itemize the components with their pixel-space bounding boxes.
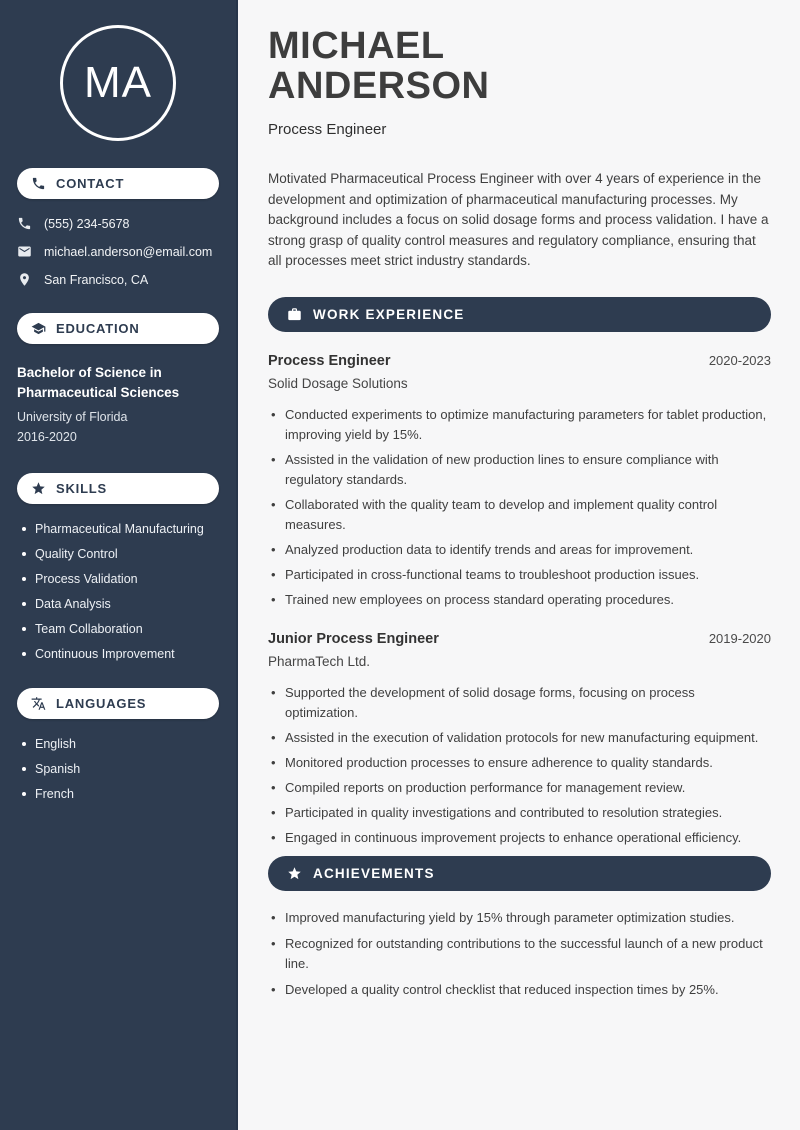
job-bullet: • Conducted experiments to optimize manufacturing parameters for tablet production, improving yield by 15%. [268, 405, 771, 445]
star-icon [31, 481, 46, 496]
person-name [268, 26, 771, 106]
job-dates: 2019-2020 [708, 630, 771, 646]
education-years: 2016-2020 [17, 430, 77, 444]
skills-list [22, 522, 219, 662]
education-section-header [17, 313, 219, 344]
languages-section-header [17, 688, 219, 719]
languages-list [22, 737, 219, 802]
skills-header-label: SKILLS [56, 481, 108, 496]
job-bullet: • Trained new employees on process standard operating procedures. [268, 590, 771, 610]
job-bullet: • Compiled reports on production performance for management review. [268, 778, 771, 798]
job-bullet: • Participated in quality investigations and contributed to resolution strategies. [268, 803, 771, 823]
education-header-label: EDUCATION [56, 321, 140, 336]
skills-section [0, 473, 236, 662]
name-line-2: ANDERSON [268, 65, 490, 107]
achievements-section-header [268, 856, 771, 891]
translate-icon [31, 696, 46, 711]
avatar [60, 25, 176, 141]
location-icon [17, 272, 32, 287]
work-experience-header-label: WORK EXPERIENCE [313, 306, 465, 322]
email-icon [17, 244, 32, 259]
job-bullet: • Assisted in the execution of validation protocols for new manufacturing equipment. [268, 728, 771, 748]
achievements-list [268, 908, 771, 1000]
star-icon [287, 866, 302, 881]
avatar-initials: MA [84, 58, 152, 107]
email-value: michael.anderson@email.com [44, 244, 213, 259]
language-item: Spanish [22, 762, 219, 777]
contact-item-phone [17, 216, 219, 231]
job-bullet: • Engaged in continuous improvement projects to enhance operational efficiency. [268, 828, 771, 848]
education-section [0, 313, 236, 447]
contact-section-header [17, 168, 219, 199]
contact-header-label: CONTACT [56, 176, 125, 191]
job-bullet: • Collaborated with the quality team to develop and implement quality control measures. [268, 495, 771, 535]
job-company: Solid Dosage Solutions [268, 375, 408, 391]
skill-item: Continuous Improvement [22, 647, 219, 662]
job-entry [268, 631, 771, 848]
achievement-item: • Developed a quality control checklist that reduced inspection times by 25%. [268, 980, 771, 1000]
contact-section [0, 168, 236, 287]
job-bullet-list [268, 683, 771, 848]
location-value: San Francisco, CA [44, 272, 149, 287]
skill-item: Quality Control [22, 547, 219, 562]
job-header-row [268, 631, 771, 647]
job-bullet: • Analyzed production data to identify trends and areas for improvement. [268, 540, 771, 560]
achievement-item: • Improved manufacturing yield by 15% through parameter optimization studies. [268, 908, 771, 928]
skill-item: Data Analysis [22, 597, 219, 612]
degree-name: Bachelor of Science in Pharmaceutical Sciences [17, 365, 180, 400]
achievements-header-label: ACHIEVEMENTS [313, 865, 435, 881]
contact-item-location [17, 272, 219, 287]
job-bullet: • Supported the development of solid dosage forms, focusing on process optimization. [268, 683, 771, 723]
job-entry [268, 353, 771, 610]
languages-section [0, 688, 236, 802]
skill-item: Process Validation [22, 572, 219, 587]
job-title: Junior Process Engineer [268, 630, 439, 647]
professional-summary: Motivated Pharmaceutical Process Engineer with over 4 years of experience in the development and optimization of pharmaceutical manufacturing processes. My background includes a focus on solid dosage forms and process validation. I have a strong grasp of quality control measures and regulatory compliance, ensuring that all processes meet strict industry standards. [268, 171, 769, 268]
job-bullet: • Participated in cross-functional teams to troubleshoot production issues. [268, 565, 771, 585]
job-company: PharmaTech Ltd. [268, 653, 371, 669]
graduation-cap-icon [31, 321, 46, 336]
job-bullet: • Monitored production processes to ensure adherence to quality standards. [268, 753, 771, 773]
phone-icon [31, 176, 46, 191]
contact-list [17, 216, 219, 287]
name-line-1: MICHAEL [268, 25, 445, 67]
work-experience-section-header [268, 297, 771, 332]
languages-header-label: LANGUAGES [56, 696, 147, 711]
phone-value: (555) 234-5678 [44, 216, 130, 231]
sidebar [0, 0, 238, 1130]
skill-item: Pharmaceutical Manufacturing [22, 522, 219, 537]
phone-icon [17, 216, 32, 231]
achievement-item: • Recognized for outstanding contributions to the successful launch of a new product line. [268, 934, 771, 974]
job-dates: 2020-2023 [708, 352, 771, 368]
skills-section-header [17, 473, 219, 504]
briefcase-icon [287, 307, 302, 322]
skill-item: Team Collaboration [22, 622, 219, 637]
language-item: English [22, 737, 219, 752]
job-bullet-list [268, 405, 771, 610]
language-item: French [22, 787, 219, 802]
job-title: Process Engineer [268, 352, 391, 369]
job-bullet: • Assisted in the validation of new production lines to ensure compliance with regulatory standards. [268, 450, 771, 490]
main-content [238, 0, 800, 1130]
contact-item-email [17, 244, 219, 259]
job-header-row [268, 353, 771, 369]
school-name: University of Florida [17, 410, 128, 424]
job-title-heading: Process Engineer [268, 121, 387, 138]
education-entry [17, 363, 219, 447]
